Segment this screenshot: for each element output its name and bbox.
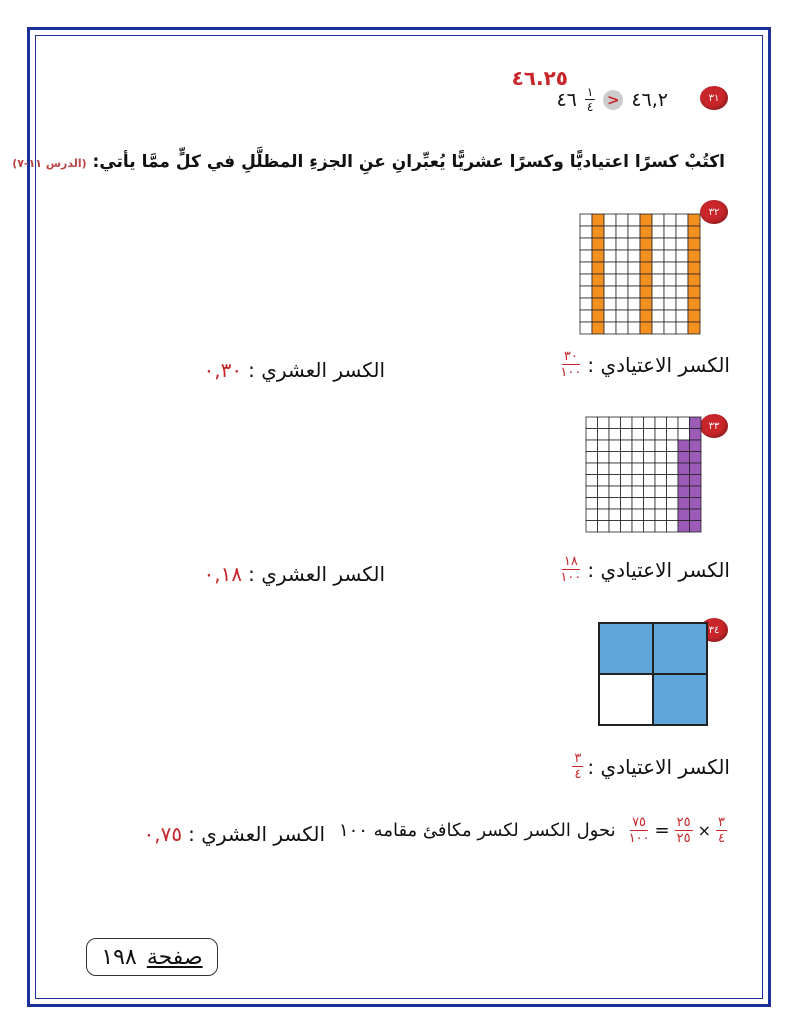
grid-cell xyxy=(676,274,688,286)
q34-b-den: ٢٥ xyxy=(676,831,691,846)
q31-symbol: > xyxy=(603,90,623,110)
q34-b-num: ٢٥ xyxy=(676,815,691,830)
grid-cell xyxy=(655,429,667,441)
grid-cell xyxy=(604,322,616,334)
shaded-cell xyxy=(678,486,690,498)
grid-cell xyxy=(586,475,598,487)
shaded-cell xyxy=(690,498,702,510)
grid-cell xyxy=(644,417,656,429)
grid-cell xyxy=(632,452,644,464)
shaded-cell xyxy=(640,298,652,310)
q34-decimal-value: ٠,٧٥ xyxy=(143,822,183,846)
q34-frac-den: ٤ xyxy=(574,767,582,782)
grid-cell xyxy=(604,226,616,238)
grid-cell xyxy=(676,226,688,238)
q31-frac-den: ٤ xyxy=(586,100,594,114)
shaded-cell xyxy=(640,262,652,274)
grid-cell xyxy=(644,463,656,475)
shaded-cell xyxy=(678,475,690,487)
shaded-cell xyxy=(690,429,702,441)
grid-cell xyxy=(586,417,598,429)
q34-fraction xyxy=(572,752,583,781)
grid-cell xyxy=(628,286,640,298)
grid-cell xyxy=(652,262,664,274)
grid-cell xyxy=(655,498,667,510)
grid-cell xyxy=(580,250,592,262)
shaded-cell xyxy=(640,286,652,298)
q32-decimal-value: ٠,٣٠ xyxy=(203,358,243,382)
grid-cell xyxy=(676,262,688,274)
instruction xyxy=(12,152,725,172)
grid-cell xyxy=(621,521,633,533)
grid-cell xyxy=(652,214,664,226)
grid-cell xyxy=(628,310,640,322)
q34-number-badge: ٣٤ xyxy=(700,618,728,642)
grid-cell xyxy=(580,322,592,334)
grid-cell xyxy=(664,214,676,226)
q33-grid xyxy=(585,416,703,534)
grid-cell xyxy=(616,310,628,322)
grid-cell xyxy=(580,286,592,298)
grid-cell xyxy=(678,417,690,429)
shaded-cell xyxy=(592,274,604,286)
q34-grid xyxy=(598,622,708,728)
q31-number-badge: ٣١ xyxy=(700,86,728,110)
grid-cell xyxy=(676,238,688,250)
grid-cell xyxy=(676,250,688,262)
grid-cell xyxy=(667,417,679,429)
q32-frac-num: ٣٠ xyxy=(563,349,578,364)
shaded-cell xyxy=(688,322,700,334)
grid-cell xyxy=(676,310,688,322)
q32-decimal xyxy=(204,358,385,382)
grid-cell xyxy=(652,250,664,262)
grid-cell xyxy=(621,486,633,498)
grid-cell xyxy=(580,226,592,238)
grid-cell xyxy=(628,238,640,250)
grid-cell xyxy=(678,429,690,441)
grid-cell xyxy=(598,475,610,487)
q34-a-den: ٤ xyxy=(718,831,725,846)
grid-cell xyxy=(604,298,616,310)
shaded-cell xyxy=(688,238,700,250)
grid-cell xyxy=(652,274,664,286)
grid-cell xyxy=(632,486,644,498)
grid-cell xyxy=(609,475,621,487)
grid-cell xyxy=(609,452,621,464)
q34-calculation xyxy=(339,816,727,845)
grid-cell xyxy=(621,440,633,452)
grid-cell xyxy=(655,463,667,475)
grid-cell xyxy=(616,214,628,226)
q34-c-den: ١٠٠ xyxy=(628,831,650,846)
grid-cell xyxy=(664,298,676,310)
shaded-cell xyxy=(690,452,702,464)
shaded-cell xyxy=(690,417,702,429)
grid-cell xyxy=(655,486,667,498)
grid-cell xyxy=(628,214,640,226)
grid-cell xyxy=(632,509,644,521)
q31-fraction xyxy=(585,86,595,113)
grid-cell xyxy=(604,310,616,322)
shaded-cell xyxy=(690,486,702,498)
shaded-cell xyxy=(640,214,652,226)
q33-common-label: الكسر الاعتيادي : xyxy=(587,557,730,582)
shaded-cell xyxy=(688,262,700,274)
shaded-cell xyxy=(640,310,652,322)
grid-cell xyxy=(609,509,621,521)
grid-cell xyxy=(628,322,640,334)
grid-cell xyxy=(621,509,633,521)
grid-cell xyxy=(616,274,628,286)
grid-cell xyxy=(667,475,679,487)
q34-a-num: ٣ xyxy=(718,815,725,830)
grid-cell xyxy=(616,286,628,298)
grid-cell xyxy=(632,463,644,475)
grid-cell xyxy=(621,417,633,429)
q32-number-badge: ٣٢ xyxy=(700,200,728,224)
shaded-cell xyxy=(592,214,604,226)
q34-equals: = xyxy=(654,820,670,841)
shaded-cell xyxy=(592,238,604,250)
grid-cell xyxy=(609,417,621,429)
grid-cell xyxy=(604,286,616,298)
grid-cell xyxy=(598,521,610,533)
shaded-cell xyxy=(640,274,652,286)
grid-cell xyxy=(586,463,598,475)
q33-decimal-value: ٠,١٨ xyxy=(203,562,243,586)
grid-cell xyxy=(580,262,592,274)
grid-cell xyxy=(652,286,664,298)
q33-frac-den: ١٠٠ xyxy=(560,570,582,585)
grid-cell xyxy=(667,521,679,533)
grid-cell xyxy=(644,440,656,452)
shaded-cell xyxy=(678,452,690,464)
grid-cell xyxy=(609,498,621,510)
grid-cell xyxy=(655,521,667,533)
q32-decimal-label: الكسر العشري : xyxy=(248,358,385,382)
grid-cell xyxy=(667,440,679,452)
grid-cell xyxy=(655,417,667,429)
grid-cell xyxy=(586,498,598,510)
shaded-cell xyxy=(592,298,604,310)
grid-cell xyxy=(616,298,628,310)
shaded-cell xyxy=(690,440,702,452)
q31-left-value: ٤٦ xyxy=(556,88,577,111)
grid-cell xyxy=(676,322,688,334)
shaded-cell xyxy=(688,274,700,286)
grid-cell xyxy=(586,452,598,464)
q33-common-fraction xyxy=(560,555,730,584)
grid-cell xyxy=(632,521,644,533)
q33-decimal-label: الكسر العشري : xyxy=(248,562,385,586)
shaded-cell xyxy=(688,310,700,322)
grid-cell xyxy=(652,310,664,322)
shaded-cell xyxy=(688,286,700,298)
grid-cell xyxy=(580,238,592,250)
grid-cell xyxy=(664,226,676,238)
grid-cell xyxy=(628,250,640,262)
grid-cell xyxy=(655,509,667,521)
q34-c-num: ٧٥ xyxy=(632,815,647,830)
grid-cell xyxy=(632,498,644,510)
shaded-cell xyxy=(678,521,690,533)
shaded-cell xyxy=(688,226,700,238)
q34-common-label: الكسر الاعتيادي : xyxy=(587,754,730,779)
q33-frac-num: ١٨ xyxy=(563,554,578,569)
shaded-cell xyxy=(678,440,690,452)
grid-cell xyxy=(586,440,598,452)
grid-cell xyxy=(616,250,628,262)
lesson-ref: (الدرس ١١-٧) xyxy=(12,157,87,170)
grid-cell xyxy=(580,298,592,310)
grid-cell xyxy=(609,521,621,533)
grid-cell xyxy=(609,429,621,441)
q32-common-label: الكسر الاعتيادي : xyxy=(587,352,730,377)
grid-cell xyxy=(644,475,656,487)
grid-cell xyxy=(632,417,644,429)
grid-cell xyxy=(664,274,676,286)
q31-frac-num: ١ xyxy=(586,85,594,99)
q31-right-value: ٤٦,٢ xyxy=(631,88,668,111)
instruction-text: اكتُبْ كسرًا اعتياديًّا وكسرًا عشريًّا يُعبِّرانِ عنِ الجزءِ المظلَّلِ في كلٍّ ممَّا يأتي: xyxy=(92,152,725,172)
shaded-cell xyxy=(678,498,690,510)
grid-cell xyxy=(667,429,679,441)
shaded-cell xyxy=(678,463,690,475)
grid-cell xyxy=(616,322,628,334)
grid-cell xyxy=(664,286,676,298)
grid-cell xyxy=(632,429,644,441)
grid-cell xyxy=(655,452,667,464)
q32-fraction xyxy=(560,350,581,379)
grid-cell xyxy=(667,498,679,510)
grid-cell xyxy=(628,274,640,286)
grid-cell xyxy=(676,298,688,310)
grid-cell xyxy=(664,238,676,250)
grid-cell xyxy=(621,498,633,510)
q34-common-fraction xyxy=(572,752,730,781)
grid-cell xyxy=(655,440,667,452)
shaded-cell xyxy=(640,226,652,238)
grid-cell xyxy=(644,521,656,533)
grid-cell xyxy=(644,486,656,498)
grid-cell xyxy=(664,310,676,322)
grid-cell xyxy=(628,298,640,310)
grid-cell xyxy=(604,238,616,250)
grid-cell xyxy=(586,521,598,533)
grid-cell xyxy=(628,262,640,274)
grid-cell xyxy=(644,429,656,441)
q33-decimal xyxy=(204,562,385,586)
grid-cell xyxy=(580,274,592,286)
grid-cell xyxy=(621,429,633,441)
grid-cell xyxy=(609,486,621,498)
grid-cell xyxy=(598,509,610,521)
q34-times: × xyxy=(697,821,712,840)
grid-cell xyxy=(664,262,676,274)
grid-cell xyxy=(586,486,598,498)
q33-fraction xyxy=(560,555,581,584)
grid-cell xyxy=(628,226,640,238)
q31-comparison xyxy=(556,86,668,113)
q34-decimal-label: الكسر العشري : xyxy=(188,822,325,846)
grid-cell xyxy=(598,486,610,498)
grid-cell xyxy=(580,214,592,226)
shaded-cell xyxy=(690,521,702,533)
grid-cell xyxy=(644,509,656,521)
grid-cell xyxy=(580,310,592,322)
grid-cell xyxy=(652,322,664,334)
grid-cell xyxy=(598,429,610,441)
grid-cell xyxy=(655,475,667,487)
shaded-cell xyxy=(688,298,700,310)
grid-cell xyxy=(621,452,633,464)
grid-cell xyxy=(604,274,616,286)
q32-common-fraction xyxy=(560,350,730,379)
shaded-cell xyxy=(690,463,702,475)
grid-cell xyxy=(621,475,633,487)
grid-cell xyxy=(664,250,676,262)
grid-cell xyxy=(586,509,598,521)
q31-answer: ٤٦.٢٥ xyxy=(511,66,568,90)
grid-cell xyxy=(598,417,610,429)
shaded-cell xyxy=(599,623,653,674)
grid-cell xyxy=(604,214,616,226)
grid-cell xyxy=(676,214,688,226)
grid-cell xyxy=(652,226,664,238)
q32-frac-den: ١٠٠ xyxy=(560,365,582,380)
grid-cell xyxy=(667,486,679,498)
grid-cell xyxy=(667,509,679,521)
grid-cell xyxy=(598,452,610,464)
q32-grid xyxy=(579,213,702,337)
grid-cell xyxy=(616,226,628,238)
grid-cell xyxy=(644,452,656,464)
page-number-box xyxy=(86,938,218,976)
grid-cell xyxy=(652,298,664,310)
shaded-cell xyxy=(640,250,652,262)
grid-cell xyxy=(609,440,621,452)
q34-note: نحول الكسر لكسر مكافئ مقامه ١٠٠ xyxy=(338,820,616,841)
shaded-cell xyxy=(653,623,707,674)
grid-cell xyxy=(676,286,688,298)
grid-cell xyxy=(586,429,598,441)
grid-cell xyxy=(616,238,628,250)
grid-cell xyxy=(632,440,644,452)
grid-cell xyxy=(604,262,616,274)
shaded-cell xyxy=(688,250,700,262)
q33-number-badge: ٣٣ xyxy=(700,414,728,438)
grid-cell xyxy=(616,262,628,274)
grid-cell xyxy=(664,322,676,334)
q34-result-fraction xyxy=(629,816,650,845)
q34-multiplier-fraction xyxy=(675,816,693,845)
grid-cell xyxy=(644,498,656,510)
shaded-cell xyxy=(653,674,707,725)
grid-cell xyxy=(667,463,679,475)
shaded-cell xyxy=(688,214,700,226)
grid-cell xyxy=(621,463,633,475)
q34-base-fraction xyxy=(716,816,727,845)
shaded-cell xyxy=(592,310,604,322)
page-word: صفحة xyxy=(146,944,203,970)
page-number: ١٩٨ xyxy=(101,944,137,970)
grid-cell xyxy=(604,250,616,262)
shaded-cell xyxy=(592,322,604,334)
shaded-cell xyxy=(690,509,702,521)
shaded-cell xyxy=(640,238,652,250)
shaded-cell xyxy=(592,226,604,238)
grid-cell xyxy=(609,463,621,475)
grid-cell xyxy=(652,238,664,250)
q34-decimal xyxy=(144,822,325,846)
grid-cell xyxy=(632,475,644,487)
shaded-cell xyxy=(592,286,604,298)
grid-cell xyxy=(599,674,653,725)
shaded-cell xyxy=(592,262,604,274)
grid-cell xyxy=(598,463,610,475)
shaded-cell xyxy=(592,250,604,262)
q34-frac-num: ٣ xyxy=(574,751,582,766)
shaded-cell xyxy=(640,322,652,334)
shaded-cell xyxy=(678,509,690,521)
grid-cell xyxy=(598,440,610,452)
grid-cell xyxy=(598,498,610,510)
shaded-cell xyxy=(690,475,702,487)
grid-cell xyxy=(667,452,679,464)
